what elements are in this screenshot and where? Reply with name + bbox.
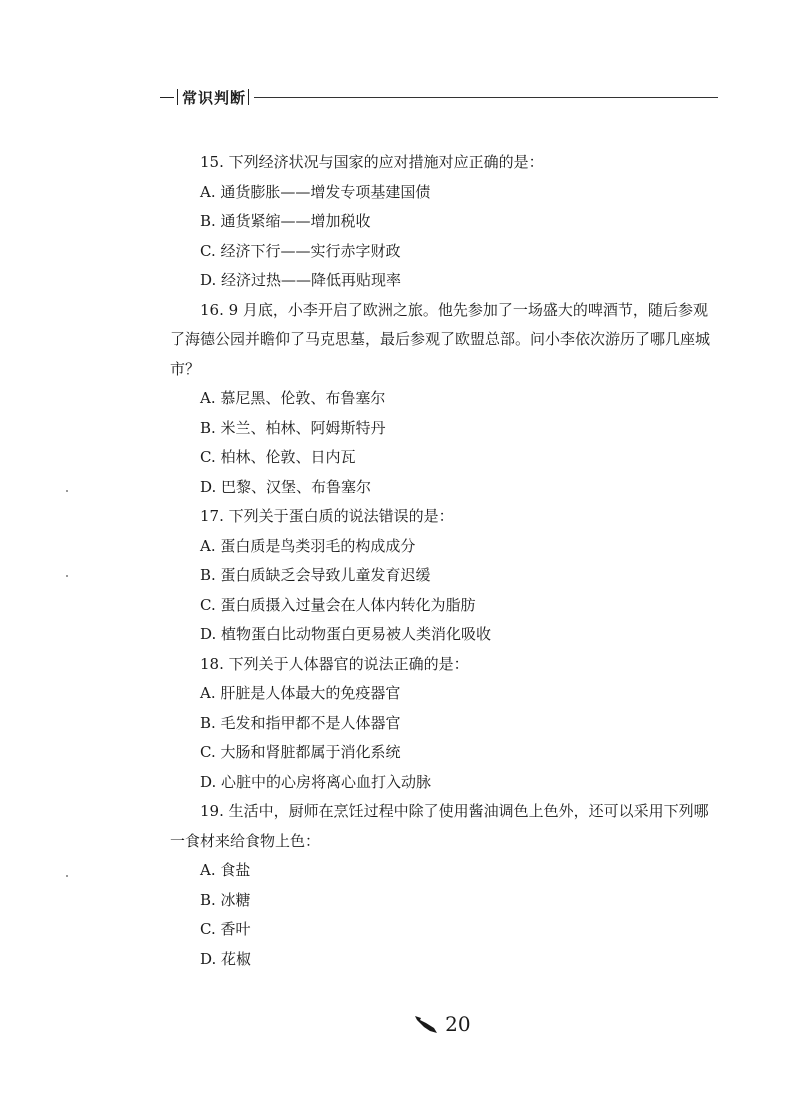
option-b: B. 通货紧缩——增加税收	[200, 212, 371, 230]
option-d: D. 心脏中的心房将离心血打入动脉	[200, 772, 432, 791]
header-bar-left	[177, 89, 178, 105]
question-stem: 15. 下列经济状况与国家的应对措施对应正确的是：	[200, 153, 544, 171]
option-a: A. 食盐	[200, 861, 251, 879]
header-rule	[254, 97, 718, 98]
header-bar-right	[248, 89, 249, 105]
question-stem: 17. 下列关于蛋白质的说法错误的是：	[200, 507, 454, 525]
section-title: 常识判断	[182, 89, 247, 107]
page-footer	[414, 1012, 471, 1038]
option-a: A. 慕尼黑、伦敦、布鲁塞尔	[200, 389, 386, 407]
question-list	[170, 148, 720, 974]
option-d: D. 花椒	[200, 949, 252, 968]
option-b: B. 蛋白质缺乏会导致儿童发育迟缓	[200, 566, 431, 584]
question-19	[170, 797, 720, 974]
option-c: C. 香叶	[200, 920, 251, 938]
option-b: B. 毛发和指甲都不是人体器官	[200, 713, 401, 732]
running-header	[160, 86, 720, 110]
header-lead-line	[160, 97, 174, 98]
option-c: C. 柏林、伦敦、日内瓦	[200, 448, 356, 466]
option-a: A. 蛋白质是鸟类羽毛的构成成分	[200, 536, 416, 555]
page-number: 20	[445, 1012, 471, 1036]
question-stem: 19. 生活中，厨师在烹饪过程中除了使用酱油调色上色外，还可以采用下列哪一食材来给食物上色：	[170, 802, 709, 850]
bird-icon	[414, 1013, 438, 1035]
question-17	[170, 502, 720, 650]
question-18	[170, 650, 720, 798]
option-b: B. 米兰、柏林、阿姆斯特丹	[200, 418, 386, 437]
scan-speck	[66, 875, 68, 877]
question-16	[170, 296, 720, 503]
option-d: D. 植物蛋白比动物蛋白更易被人类消化吸收	[200, 625, 492, 643]
option-d: D. 经济过热——降低再贴现率	[200, 271, 402, 289]
option-d: D. 巴黎、汉堡、布鲁塞尔	[200, 477, 372, 496]
option-c: C. 经济下行——实行赤字财政	[200, 241, 401, 260]
scan-speck	[66, 490, 68, 492]
question-15	[170, 148, 720, 296]
option-a: A. 通货膨胀——增发专项基建国债	[200, 182, 431, 201]
scan-speck	[66, 575, 68, 577]
option-a: A. 肝脏是人体最大的免疫器官	[200, 684, 401, 702]
option-c: C. 蛋白质摄入过量会在人体内转化为脂肪	[200, 595, 476, 614]
option-b: B. 冰糖	[200, 890, 251, 909]
question-stem: 18. 下列关于人体器官的说法正确的是：	[200, 654, 469, 673]
option-c: C. 大肠和肾脏都属于消化系统	[200, 743, 401, 761]
question-stem: 16. 9 月底，小李开启了欧洲之旅。他先参加了一场盛大的啤酒节，随后参观了海德公园并瞻仰了马克思墓，最后参观了欧盟总部。问小李依次游历了哪几座城市？	[170, 300, 711, 378]
